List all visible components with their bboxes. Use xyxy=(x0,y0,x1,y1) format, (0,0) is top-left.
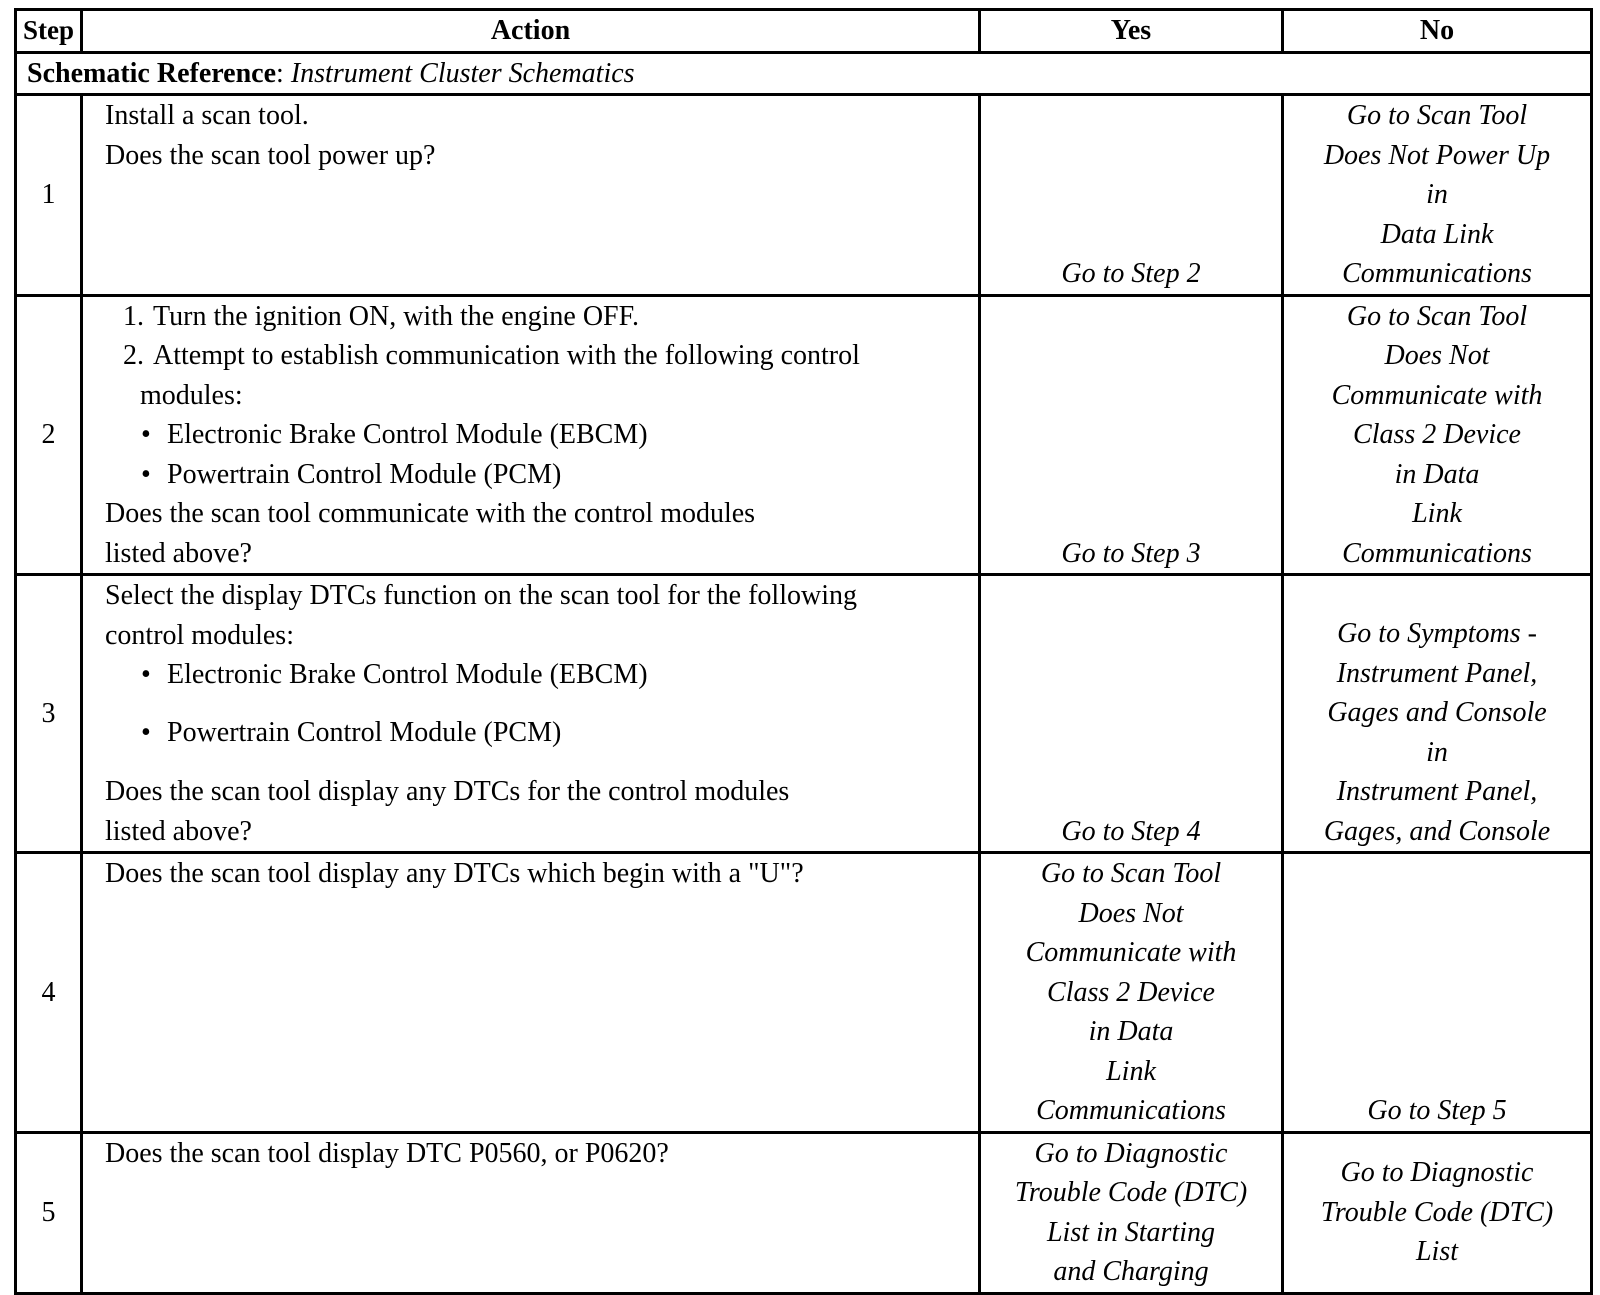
no-cell xyxy=(1283,1132,1592,1293)
no-cell xyxy=(1283,295,1592,575)
bullet-icon: • xyxy=(141,458,151,490)
yes-cell xyxy=(980,295,1283,575)
step-number: 1 xyxy=(16,95,82,296)
action-question: Does the scan tool display DTC P0560, or P0620? xyxy=(105,1137,669,1169)
action-text: Select the display DTCs function on the scan tool for the following xyxy=(105,580,857,611)
no-link-line[interactable]: Communications xyxy=(1342,258,1532,289)
no-link-line[interactable]: Go to Symptoms - xyxy=(1337,618,1537,649)
no-link-line[interactable]: Go to Scan Tool xyxy=(1346,100,1528,131)
numbered-item xyxy=(105,336,972,376)
table-row-step-4 xyxy=(16,853,1592,1133)
header-no: No xyxy=(1283,10,1592,53)
no-link-line[interactable]: Instrument Panel, xyxy=(1336,776,1538,807)
action-cell xyxy=(82,853,980,1133)
table-row-step-1 xyxy=(16,95,1592,296)
bullet-text: Electronic Brake Control Module (EBCM) xyxy=(167,419,648,450)
no-link-line[interactable]: in Data xyxy=(1394,458,1480,490)
no-cell xyxy=(1283,853,1592,1133)
yes-link-line[interactable]: Class 2 Device xyxy=(1047,976,1215,1008)
header-action: Action xyxy=(82,10,980,53)
schematic-reference xyxy=(16,52,1592,95)
bullet-icon: • xyxy=(141,716,151,748)
no-link-line[interactable]: Gages, and Console xyxy=(1323,815,1551,847)
no-link-line[interactable]: Link xyxy=(1412,498,1462,529)
yes-link-line[interactable]: List in Starting xyxy=(1046,1216,1216,1248)
schematic-label: Schematic Reference xyxy=(27,57,277,89)
no-link-line[interactable]: Data Link xyxy=(1380,218,1494,250)
no-link-line[interactable]: Gages and Console xyxy=(1327,697,1547,728)
step-number: 2 xyxy=(16,295,82,575)
no-link-line[interactable]: Class 2 Device xyxy=(1353,419,1521,450)
action-question: Does the scan tool communicate with the control modules xyxy=(105,498,756,529)
table-row-step-5 xyxy=(16,1132,1592,1293)
yes-link[interactable]: Go to Step 4 xyxy=(1061,815,1201,847)
no-link-line[interactable]: in xyxy=(1426,179,1448,210)
action-text: Install a scan tool. xyxy=(105,100,309,131)
bullet-text: Powertrain Control Module (PCM) xyxy=(167,716,562,748)
bullet-item xyxy=(105,713,972,753)
yes-link-line[interactable]: Link xyxy=(1106,1055,1156,1087)
bullet-icon: • xyxy=(141,419,151,450)
bullet-icon: • xyxy=(141,659,151,690)
no-cell xyxy=(1283,95,1592,296)
step-number: 5 xyxy=(16,1132,82,1293)
yes-cell xyxy=(980,1132,1283,1293)
item-number: 1. xyxy=(123,300,144,332)
action-question: listed above? xyxy=(105,537,252,569)
no-cell xyxy=(1283,575,1592,853)
no-link-line[interactable]: Does Not xyxy=(1384,340,1490,371)
no-link-line[interactable]: Trouble Code (DTC) xyxy=(1320,1196,1554,1228)
schematic-link[interactable]: Instrument Cluster Schematics xyxy=(290,57,635,89)
no-link-line[interactable]: Go to Diagnostic xyxy=(1340,1157,1534,1189)
item-text: Turn the ignition ON, with the engine OFF. xyxy=(153,300,639,332)
diagnostic-table-sheet xyxy=(14,8,1593,1295)
table-row-step-2 xyxy=(16,295,1592,575)
yes-link-line[interactable]: Does Not xyxy=(1078,897,1184,929)
no-link-line[interactable]: in xyxy=(1426,736,1448,768)
bullet-item xyxy=(105,655,972,695)
schematic-row xyxy=(16,52,1592,95)
yes-link-line[interactable]: in Data xyxy=(1088,1016,1174,1047)
header-yes: Yes xyxy=(980,10,1283,53)
action-cell xyxy=(82,95,980,296)
yes-cell xyxy=(980,853,1283,1133)
yes-link[interactable]: Go to Step 2 xyxy=(1061,258,1201,289)
action-text: control modules: xyxy=(105,619,294,651)
table-row-step-3 xyxy=(16,575,1592,853)
header-step: Step xyxy=(16,10,82,53)
header-row xyxy=(16,10,1592,53)
no-link-line[interactable]: Does Not Power Up xyxy=(1323,139,1551,171)
item-text: Attempt to establish communication with the following control xyxy=(153,340,860,371)
action-question: Does the scan tool power up? xyxy=(105,139,436,171)
no-link[interactable]: Go to Step 5 xyxy=(1367,1095,1507,1126)
bullet-text: Powertrain Control Module (PCM) xyxy=(167,458,562,490)
step-number: 4 xyxy=(16,853,82,1133)
item-text-continued: modules: xyxy=(140,379,243,411)
yes-link-line[interactable]: Communications xyxy=(1036,1095,1226,1126)
no-link-line[interactable]: Communications xyxy=(1342,537,1532,569)
action-cell xyxy=(82,295,980,575)
no-link-line[interactable]: Instrument Panel, xyxy=(1336,657,1538,689)
no-link-line[interactable]: Go to Scan Tool xyxy=(1346,300,1528,332)
action-cell xyxy=(82,575,980,853)
yes-link-line[interactable]: and Charging xyxy=(1053,1256,1209,1287)
yes-cell xyxy=(980,95,1283,296)
action-question: listed above? xyxy=(105,815,252,847)
no-link-line[interactable]: List xyxy=(1415,1236,1459,1268)
yes-link-line[interactable]: Go to Scan Tool xyxy=(1040,858,1222,889)
bullet-item xyxy=(105,455,972,495)
yes-link[interactable]: Go to Step 3 xyxy=(1061,537,1201,569)
action-question: Does the scan tool display any DTCs for the control modules xyxy=(105,776,790,807)
diagnostic-table xyxy=(14,8,1593,1295)
bullet-item xyxy=(105,415,972,455)
step-number: 3 xyxy=(16,575,82,853)
schematic-separator: : xyxy=(276,57,291,89)
bullet-text: Electronic Brake Control Module (EBCM) xyxy=(167,659,648,690)
yes-link-line[interactable]: Communicate with xyxy=(1025,937,1237,968)
yes-link-line[interactable]: Go to Diagnostic xyxy=(1034,1137,1228,1169)
action-cell xyxy=(82,1132,980,1293)
yes-cell xyxy=(980,575,1283,853)
item-number: 2. xyxy=(123,340,144,371)
numbered-item xyxy=(105,297,972,337)
action-question: Does the scan tool display any DTCs which begin with a "U"? xyxy=(105,858,804,889)
no-link-line[interactable]: Communicate with xyxy=(1331,379,1543,411)
yes-link-line[interactable]: Trouble Code (DTC) xyxy=(1014,1177,1248,1208)
